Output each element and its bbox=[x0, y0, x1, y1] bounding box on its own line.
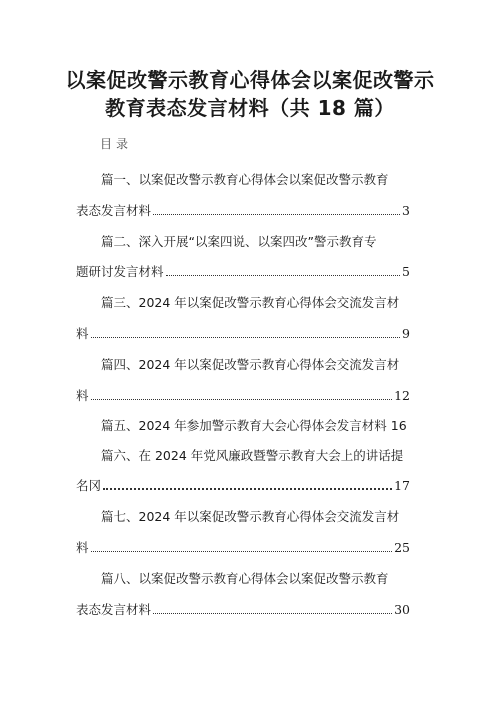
toc-entry-title-cont: 料 bbox=[76, 540, 89, 555]
document-title-line-2: 教育表态发言材料（共 18 篇） bbox=[105, 96, 395, 120]
toc-entry-title: 篇一、以案促改警示教育心得体会以案促改警示教育 bbox=[101, 172, 389, 187]
dot-leader bbox=[91, 551, 393, 552]
toc-page-number: 3 bbox=[402, 203, 410, 218]
toc-entry-title: 篇四、2024 年以案促改警示教育心得体会交流发言材 bbox=[101, 357, 400, 372]
dot-leader bbox=[153, 613, 392, 614]
toc-page-number: 25 bbox=[394, 540, 410, 555]
toc-entry-title-cont: 表态发言材料 bbox=[76, 203, 152, 218]
document-title-line-1: 以案促改警示教育心得体会以案促改警示 bbox=[65, 68, 435, 92]
dot-leader bbox=[91, 337, 401, 338]
toc-page-number: 12 bbox=[394, 388, 410, 403]
toc-page-number: 5 bbox=[402, 264, 410, 279]
dot-leader bbox=[166, 275, 401, 276]
dot-leader bbox=[103, 488, 392, 490]
toc-entry-title-cont: 名冈 bbox=[76, 478, 102, 493]
dot-leader bbox=[153, 214, 400, 215]
toc-entry-title: 篇七、2024 年以案促改警示教育心得体会交流发言材 bbox=[101, 509, 400, 524]
toc-entry-title: 篇五、2024 年参加警示教育大会心得体会发言材料 16 bbox=[101, 418, 407, 433]
toc-heading: 目录 bbox=[100, 137, 133, 151]
toc-entry-title-cont: 表态发言材料 bbox=[76, 602, 152, 617]
toc-page-number: 9 bbox=[402, 326, 410, 341]
toc-entry-title-cont: 题研讨发言材料 bbox=[76, 264, 164, 279]
toc-page-number: 30 bbox=[394, 602, 410, 617]
toc-page-number: 17 bbox=[394, 478, 410, 493]
toc-entry-title: 篇二、深入开展“以案四说、以案四改”警示教育专 bbox=[101, 234, 377, 249]
toc-entry-title: 篇六、在 2024 年党风廉政暨警示教育大会上的讲话提 bbox=[101, 448, 404, 463]
dot-leader bbox=[91, 399, 393, 400]
toc-entry-title-cont: 料 bbox=[76, 388, 89, 403]
toc-entry-title: 篇八、以案促改警示教育心得体会以案促改警示教育 bbox=[101, 571, 389, 586]
toc-entry-title-cont: 料 bbox=[76, 326, 89, 341]
toc-entry-title: 篇三、2024 年以案促改警示教育心得体会交流发言材 bbox=[101, 295, 400, 310]
